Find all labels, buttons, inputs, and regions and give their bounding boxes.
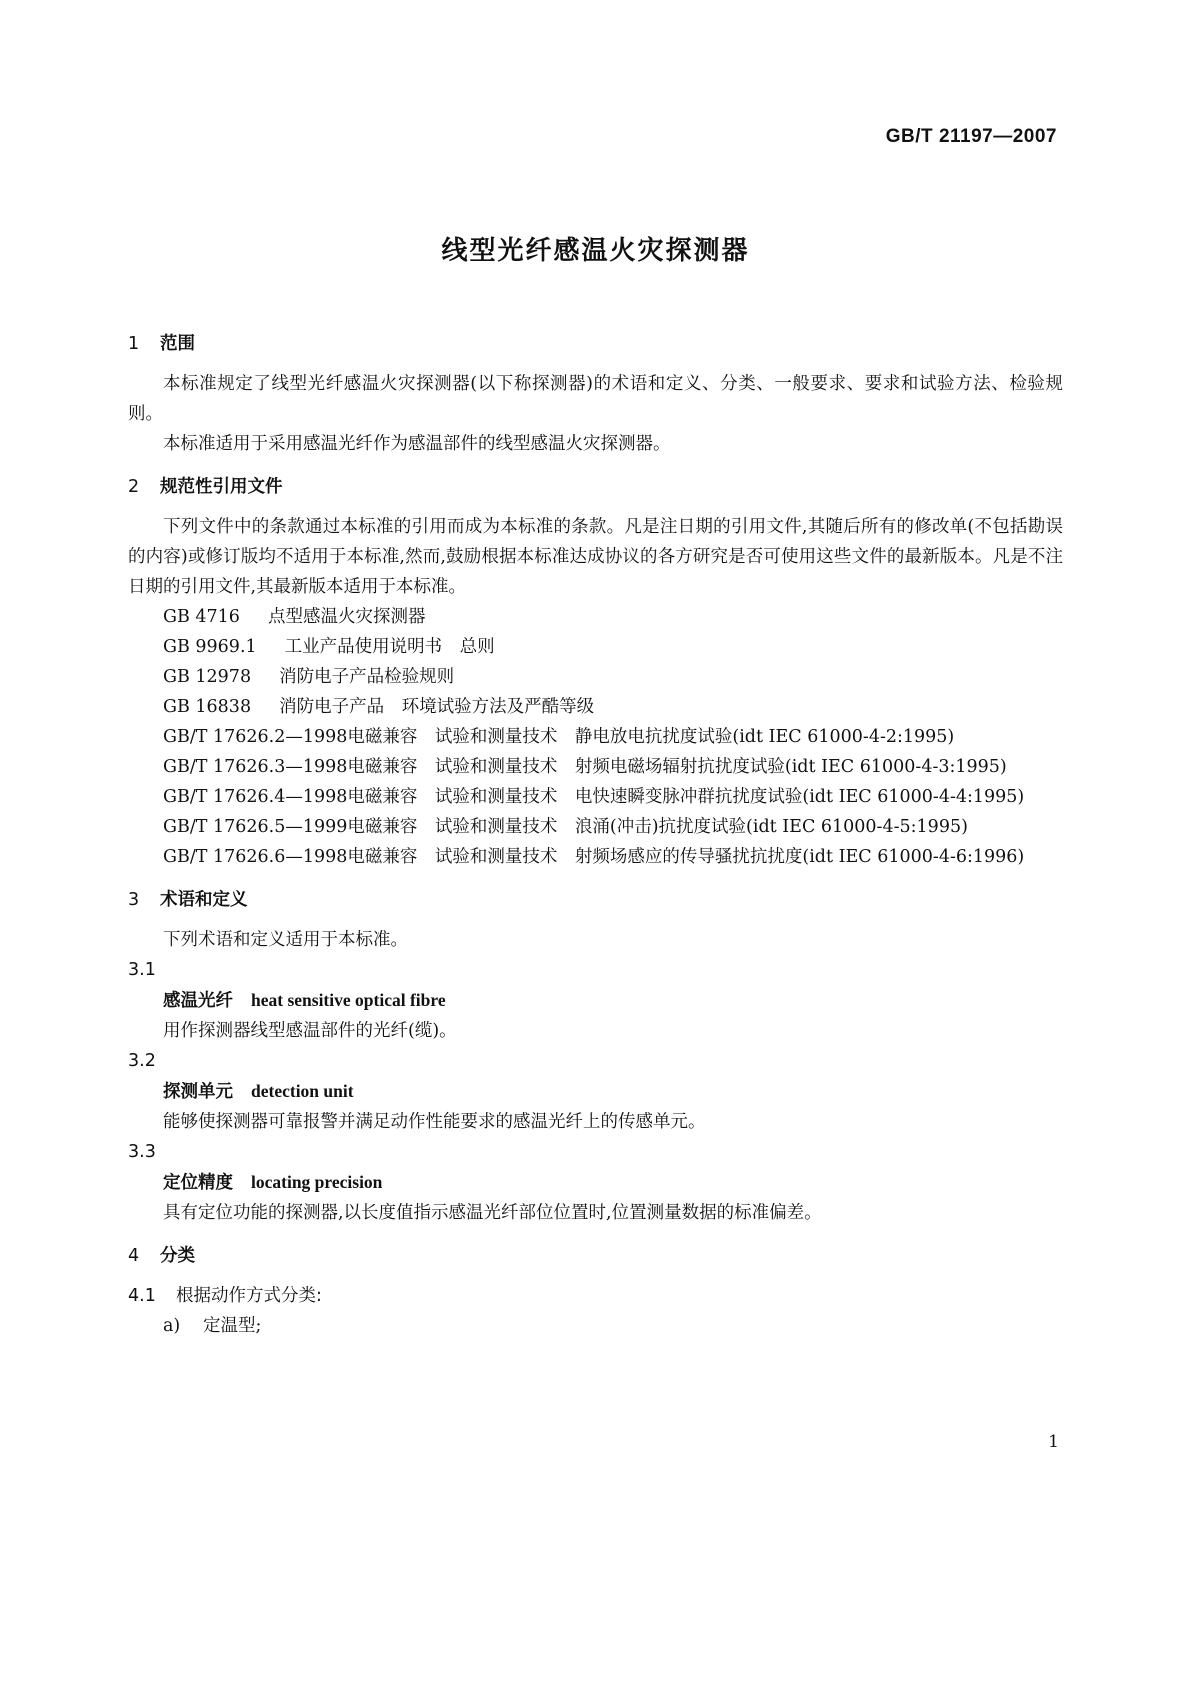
term-number: 3.1 bbox=[128, 960, 156, 980]
reference-item: GB/T 17626.6—1998电磁兼容 试验和测量技术 射频场感应的传导骚扰抗扰度(idt IEC 61000-4-6:1996) bbox=[163, 847, 1025, 867]
term-definition: 能够使探测器可靠报警并满足动作性能要求的感温光纤上的传感单元。 bbox=[163, 1112, 706, 1132]
reference-item: GB/T 17626.3—1998电磁兼容 试验和测量技术 射频电磁场辐射抗扰度试验(idt IEC 61000-4-3:1995) bbox=[163, 757, 1007, 777]
term-number: 3.3 bbox=[128, 1142, 156, 1162]
section-1-paragraph-1: 本标准规定了线型光纤感温火灾探测器(以下称探测器)的术语和定义、分类、一般要求、要求和试验方法、检验规则。 bbox=[128, 374, 1063, 424]
section-heading-4: 4 分类 bbox=[128, 1246, 195, 1266]
reference-item: GB 9969.1 工业产品使用说明书 总则 bbox=[163, 637, 495, 657]
term-heading: 定位精度 locating precision bbox=[163, 1172, 383, 1193]
page-number: 1 bbox=[1048, 1432, 1059, 1452]
term-heading: 感温光纤 heat sensitive optical fibre bbox=[163, 990, 446, 1011]
reference-item: GB 4716 点型感温火灾探测器 bbox=[163, 607, 426, 627]
page-title: 线型光纤感温火灾探测器 bbox=[441, 236, 750, 266]
reference-item: GB/T 17626.5—1999电磁兼容 试验和测量技术 浪涌(冲击)抗扰度试验(idt IEC 61000-4-5:1995) bbox=[163, 817, 968, 837]
standard-number: GB/T 21197—2007 bbox=[885, 126, 1057, 147]
subsection-4-1: 4.1 根据动作方式分类: bbox=[128, 1286, 322, 1306]
term-heading: 探测单元 detection unit bbox=[163, 1081, 354, 1102]
term-number: 3.2 bbox=[128, 1051, 156, 1071]
document-body bbox=[128, 330, 1063, 1341]
reference-item: GB/T 17626.2—1998电磁兼容 试验和测量技术 静电放电抗扰度试验(idt IEC 61000-4-2:1995) bbox=[163, 727, 955, 747]
list-item: a) 定温型; bbox=[163, 1316, 262, 1336]
section-heading-2: 2 规范性引用文件 bbox=[128, 477, 283, 497]
section-3-intro: 下列术语和定义适用于本标准。 bbox=[163, 930, 408, 950]
section-2-intro: 下列文件中的条款通过本标准的引用而成为本标准的条款。凡是注日期的引用文件,其随后所有的修改单(不包括勘误的内容)或修订版均不适用于本标准,然而,鼓励根据本标准达成协议的各方研究是否可使用这些文件的最新版本。凡是不注日期的引用文件,其最新版本适用于本标准。 bbox=[128, 517, 1063, 597]
reference-item: GB 16838 消防电子产品 环境试验方法及严酷等级 bbox=[163, 697, 595, 717]
term-definition: 用作探测器线型感温部件的光纤(缆)。 bbox=[163, 1021, 457, 1041]
section-heading-3: 3 术语和定义 bbox=[128, 890, 248, 910]
section-1-paragraph-2: 本标准适用于采用感温光纤作为感温部件的线型感温火灾探测器。 bbox=[163, 434, 671, 454]
reference-item: GB/T 17626.4—1998电磁兼容 试验和测量技术 电快速瞬变脉冲群抗扰度试验(idt IEC 61000-4-4:1995) bbox=[163, 787, 1025, 807]
section-heading-1: 1 范围 bbox=[128, 334, 195, 354]
term-definition: 具有定位功能的探测器,以长度值指示感温光纤部位位置时,位置测量数据的标准偏差。 bbox=[163, 1203, 822, 1223]
reference-item: GB 12978 消防电子产品检验规则 bbox=[163, 667, 455, 687]
